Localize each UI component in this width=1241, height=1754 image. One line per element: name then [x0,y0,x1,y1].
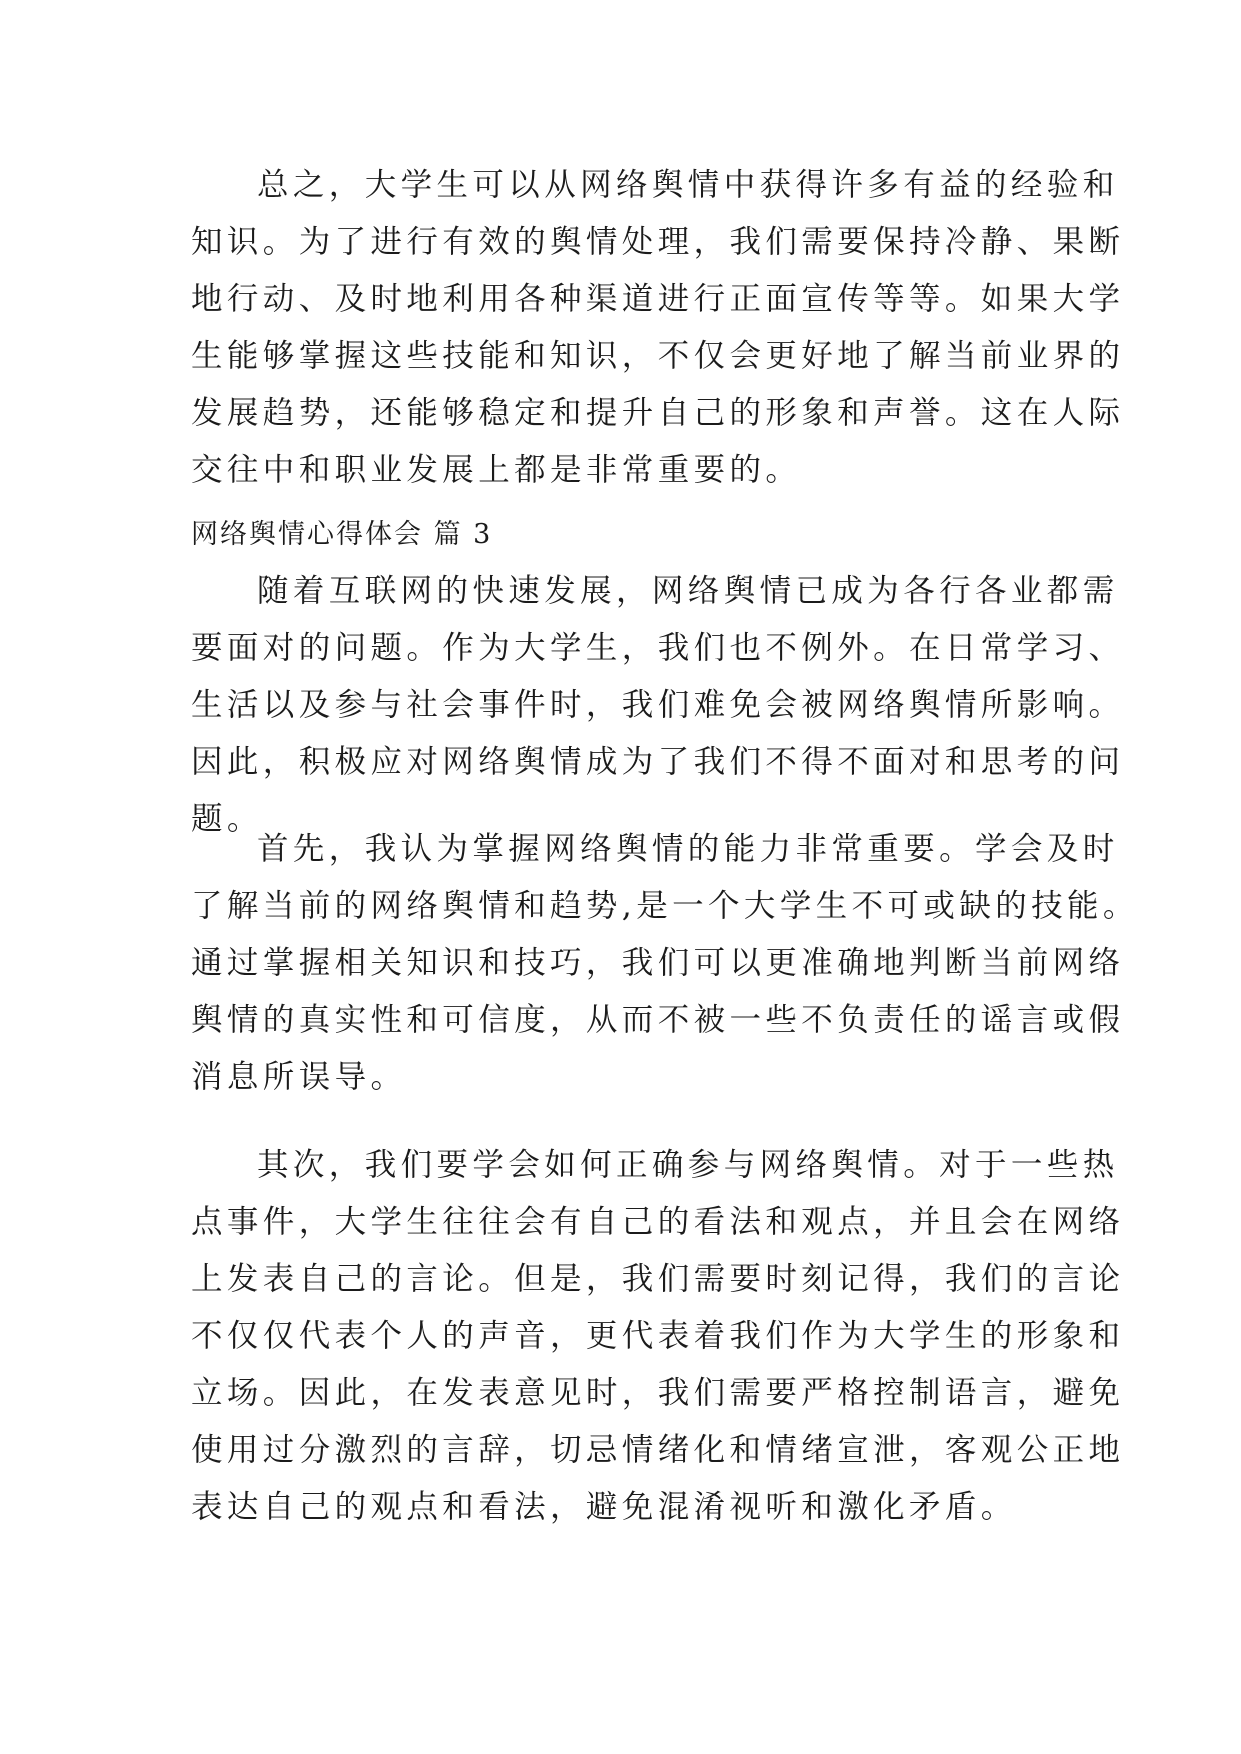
paragraph-line: 因此，积极应对网络舆情成为了我们不得不面对和思考的问 [191,744,1125,780]
paragraph-line: 交往中和职业发展上都是非常重要的。 [191,452,802,488]
section-heading: 网络舆情心得体会 篇 3 [191,519,493,550]
paragraph-line: 生活以及参与社会事件时，我们难免会被网络舆情所影响。 [191,687,1125,723]
paragraph-conclusion [191,157,1125,499]
paragraph-line: 生能够掌握这些技能和知识，不仅会更好地了解当前业界的 [191,338,1125,374]
paragraph-intro [191,563,1125,848]
paragraph-second-point [191,1137,1125,1536]
paragraph-line: 知识。为了进行有效的舆情处理，我们需要保持冷静、果断 [191,224,1125,260]
paragraph-line: 其次，我们要学会如何正确参与网络舆情。对于一些热 [257,1147,1119,1183]
paragraph-line: 不仅仅代表个人的声音，更代表着我们作为大学生的形象和 [191,1318,1125,1354]
paragraph-line: 点事件，大学生往往会有自己的看法和观点，并且会在网络 [191,1204,1125,1240]
paragraph-line: 上发表自己的言论。但是，我们需要时刻记得，我们的言论 [191,1261,1125,1297]
paragraph-line: 了解当前的网络舆情和趋势,是一个大学生不可或缺的技能。 [191,888,1139,924]
paragraph-line: 题。 [191,801,263,837]
paragraph-line: 舆情的真实性和可信度，从而不被一些不负责任的谣言或假 [191,1002,1125,1038]
paragraph-line: 首先，我认为掌握网络舆情的能力非常重要。学会及时 [257,831,1119,867]
paragraph-line: 使用过分激烈的言辞，切忌情绪化和情绪宣泄，客观公正地 [191,1432,1125,1468]
paragraph-line: 表达自己的观点和看法，避免混淆视听和激化矛盾。 [191,1489,1017,1525]
paragraph-line: 消息所误导。 [191,1059,407,1095]
paragraph-line: 通过掌握相关知识和技巧，我们可以更准确地判断当前网络 [191,945,1125,981]
paragraph-line: 总之，大学生可以从网络舆情中获得许多有益的经验和 [257,167,1119,203]
paragraph-line: 要面对的问题。作为大学生，我们也不例外。在日常学习、 [191,630,1125,666]
paragraph-line: 立场。因此，在发表意见时，我们需要严格控制语言，避免 [191,1375,1125,1411]
paragraph-line: 发展趋势，还能够稳定和提升自己的形象和声誉。这在人际 [191,395,1125,431]
paragraph-first-point [191,821,1139,1106]
paragraph-line: 随着互联网的快速发展，网络舆情已成为各行各业都需 [257,573,1119,609]
paragraph-line: 地行动、及时地利用各种渠道进行正面宣传等等。如果大学 [191,281,1125,317]
